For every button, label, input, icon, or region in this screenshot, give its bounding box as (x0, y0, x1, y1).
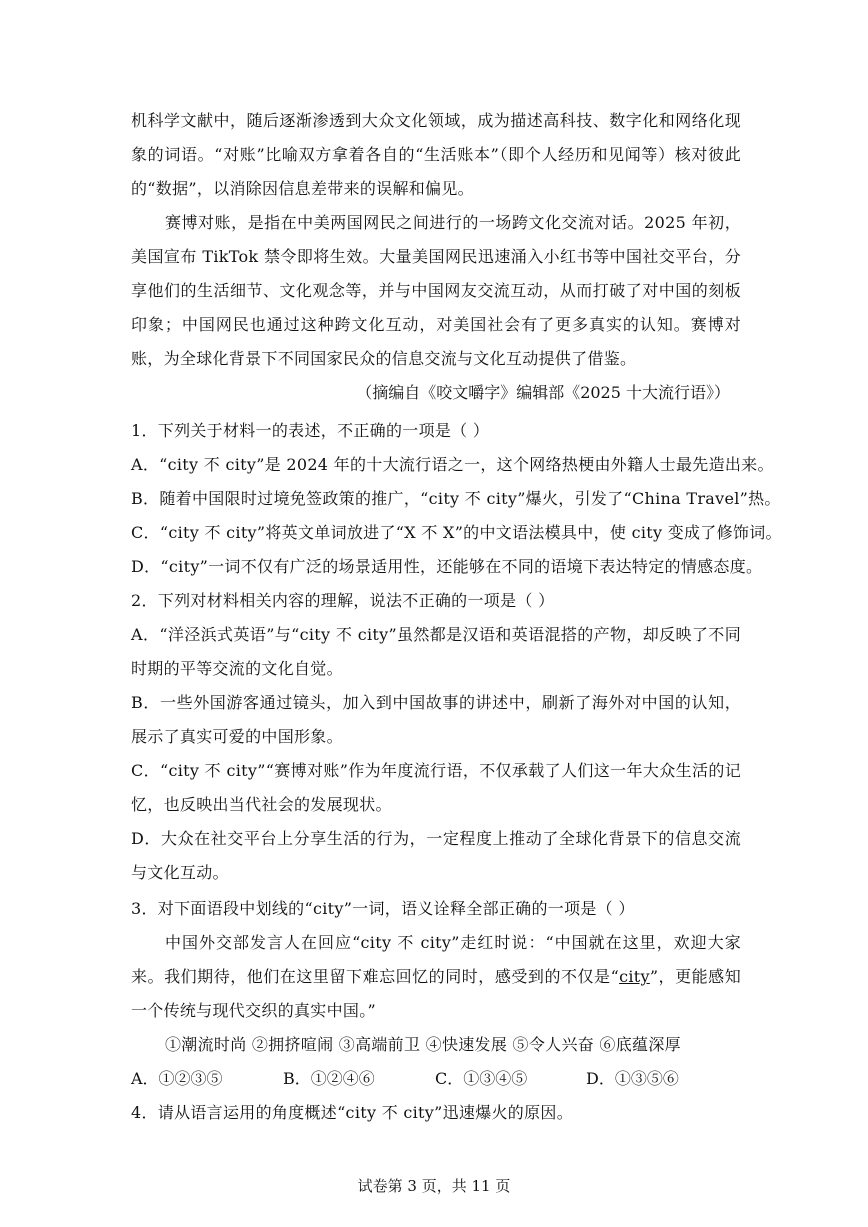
q3-option-c: C．①③④⑤ (435, 1069, 528, 1088)
q1-option-b: B．随着中国限时过境免签政策的推广，“city 不 city”爆火，引发了“China Travel”热。 (131, 489, 781, 508)
q1-option-c: C．“city 不 city”将英文单词放进了“X 不 X”的中文语法模具中，使 city 变成了修饰词。 (131, 523, 782, 542)
q2-stem: 2．下列对材料相关内容的理解，说法不正确的一项是（ ） (131, 591, 555, 610)
q3-option-b: B．①②④⑥ (283, 1069, 375, 1088)
q2-option-b: B．一些外国游客通过镜头，加入到中国故事的讲述中，刷新了海外对中国的认知，展示了真实可爱的中国形象。 (131, 693, 741, 746)
q1-option-a: A．“city 不 city”是 2024 年的十大流行语之一，这个网络热梗由外籍人士最先造出来。 (131, 455, 774, 474)
q1-stem: 1．下列关于材料一的表述，不正确的一项是（ ） (131, 421, 490, 440)
q3-option-d: D．①③⑤⑥ (586, 1069, 679, 1088)
q3-option-a: A．①②③⑤ (131, 1069, 223, 1088)
q2-option-a: A．“洋泾浜式英语”与“city 不 city”虽然都是汉语和英语混搭的产物，却反映了不同时期的平等交流的文化自觉。 (131, 625, 741, 678)
material-source: （摘编自《咬文嚼字》编辑部《2025 十大流行语》） (356, 383, 730, 402)
page-footer: 试卷第 3 页，共 11 页 (357, 1177, 511, 1195)
q3-stem: 3．对下面语段中划线的“city”一词，语义诠释全部正确的一项是（ ） (131, 899, 635, 918)
q3-underlined-word: city (619, 967, 650, 986)
q2-option-c: C．“city 不 city”“赛博对账”作为年度流行语，不仅承载了人们这一年大众生活的记忆，也反映出当代社会的发展现状。 (131, 761, 741, 814)
q1-option-d: D．“city”一词不仅有广泛的场景适用性，还能够在不同的语境下表达特定的情感态度。 (131, 557, 763, 576)
q3-choices: ①潮流时尚 ②拥挤喧闹 ③高端前卫 ④快速发展 ⑤令人兴奋 ⑥底蕴深厚 (165, 1035, 681, 1054)
q2-option-d: D．大众在社交平台上分享生活的行为，一定程度上推动了全球化背景下的信息交流与文化互动。 (131, 829, 741, 882)
material-paragraph-2: 赛博对账，是指在中美两国网民之间进行的一场跨文化交流对话。2025 年初，美国宣布 TikTok 禁令即将生效。大量美国网民迅速涌入小红书等中国社交平台，分享他们的生活细节、文化观念等，并与中国网友交流互动，从而打破了对中国的刻板印象；中国网民也通过这种跨文化互动，对美国社会有了更多真实的认知。赛博对账，为全球化背景下不同国家民众的信息交流与文化互动提供了借鉴。 (131, 213, 741, 368)
q3-passage-before: 中国外交部发言人在回应“city 不 city”走红时说：“中国就在这里，欢迎大家来。我们期待，他们在这里留下难忘回忆的同时，感受到的不仅是“ (131, 933, 741, 986)
q4-stem: 4．请从语言运用的角度概述“city 不 city”迅速爆火的原因。 (131, 1103, 574, 1122)
q3-passage-after: ”，更能感知一个传统与现代交织的真实中国。” (131, 967, 741, 1020)
q3-passage (131, 926, 741, 1028)
material-paragraph-1: 机科学文献中，随后逐渐渗透到大众文化领域，成为描述高科技、数字化和网络化现象的词语。“对账”比喻双方拿着各自的“生活账本”（即个人经历和见闻等）核对彼此的“数据”，以消除因信息差带来的误解和偏见。 (131, 111, 741, 198)
